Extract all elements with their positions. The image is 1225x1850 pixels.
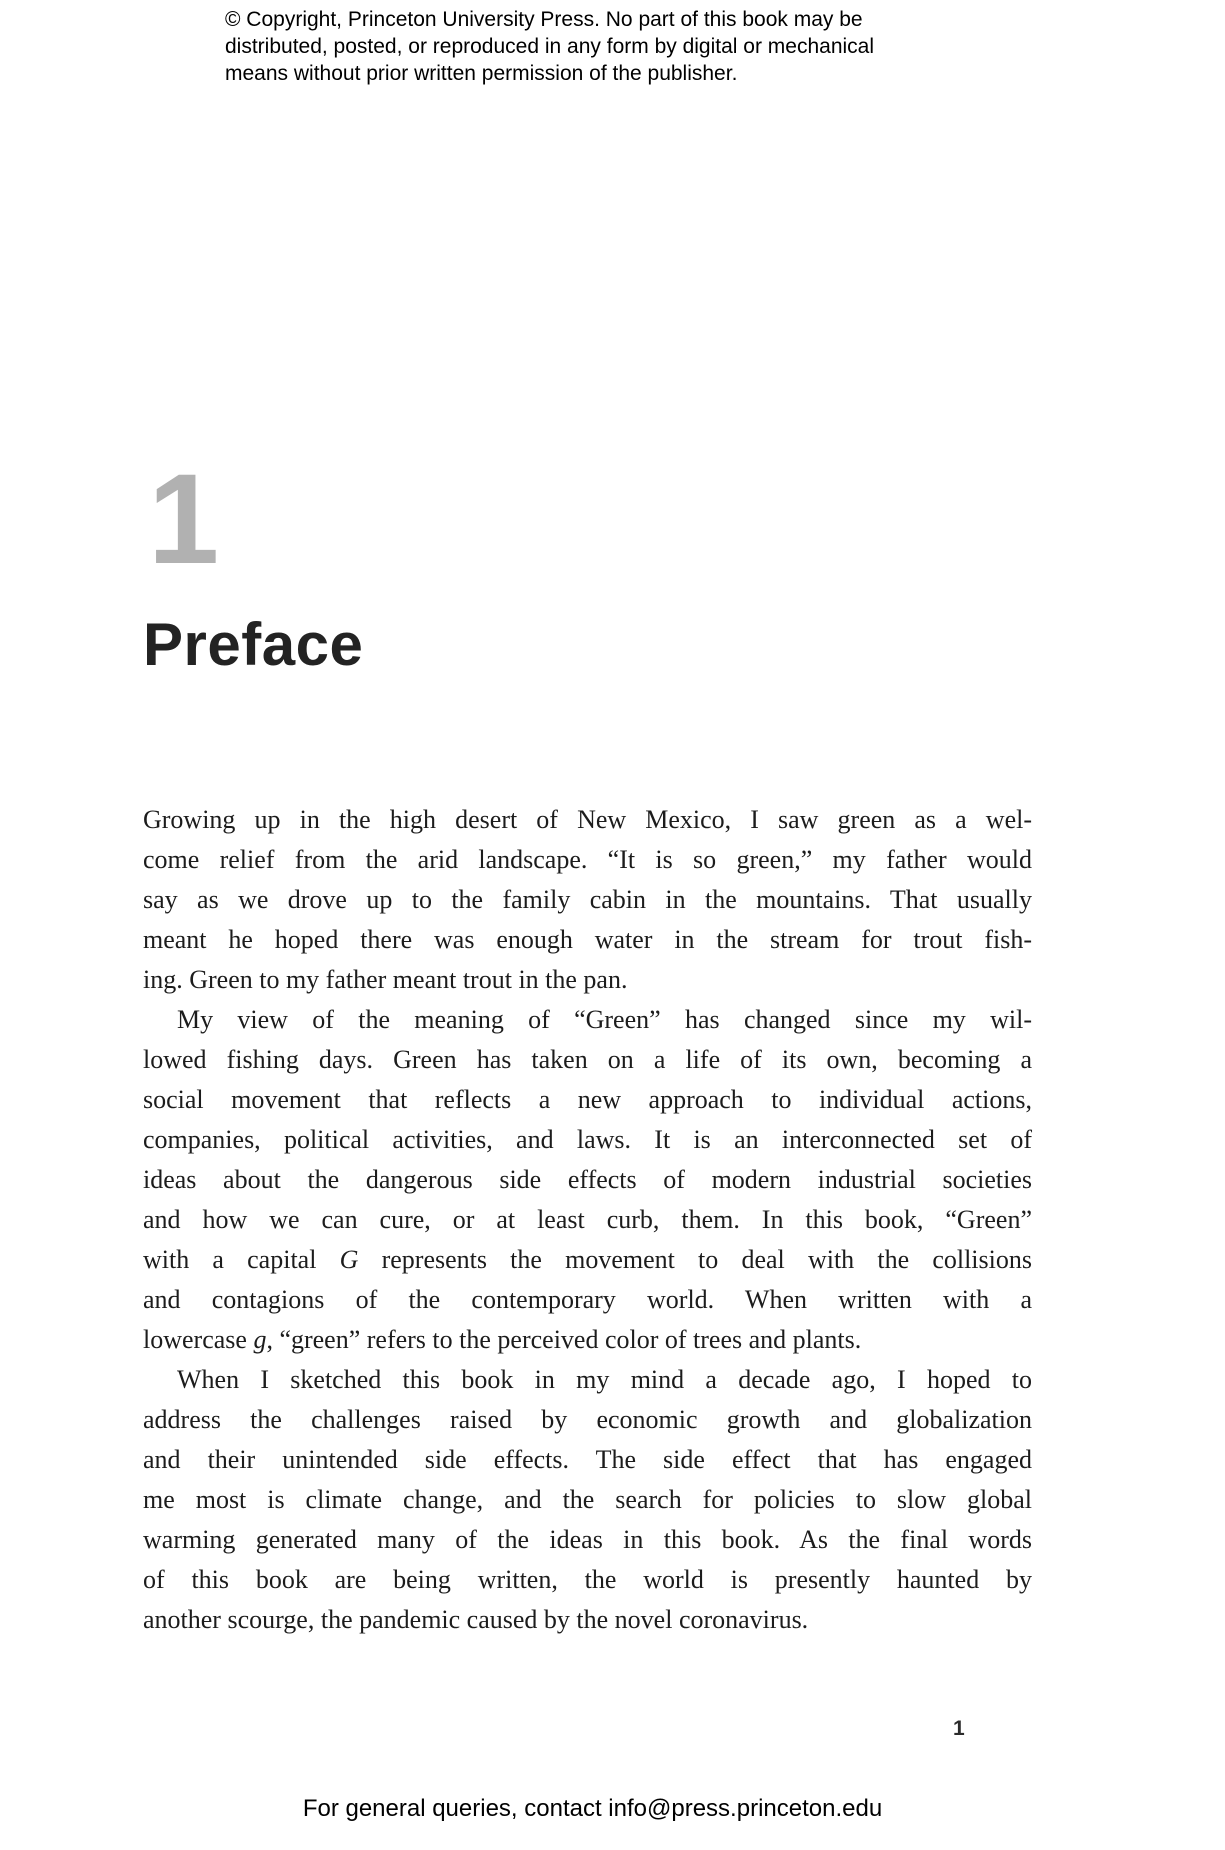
body-text-line: come relief from the arid landscape. “It is so green,” my father would	[143, 845, 1032, 874]
page-number: 1	[953, 1717, 965, 1740]
body-text-line: ing. Green to my father meant trout in the pan.	[143, 965, 628, 994]
body-text-line: lowed fishing days. Green has taken on a life of its own, becoming a	[143, 1045, 1032, 1074]
body-text-line: ideas about the dangerous side effects of modern industrial societies	[143, 1165, 1032, 1194]
paragraph	[143, 800, 1032, 1000]
paragraph	[143, 1000, 1032, 1360]
body-text-line: of this book are being written, the world is presently haunted by	[143, 1565, 1032, 1594]
body-text-line: When I sketched this book in my mind a decade ago, I hoped to	[177, 1365, 1032, 1394]
body-text-line: with a capital G represents the movement to deal with the collisions	[143, 1245, 1032, 1274]
chapter-title: Preface	[143, 611, 364, 678]
paragraph	[143, 1360, 1032, 1640]
body-text-line: say as we drove up to the family cabin in the mountains. That usually	[143, 885, 1032, 914]
body-text	[143, 800, 1032, 1640]
copyright-line: means without prior written permission of the publisher.	[225, 62, 738, 85]
body-text-line: and contagions of the contemporary world. When written with a	[143, 1285, 1032, 1314]
body-text-line: warming generated many of the ideas in this book. As the final words	[143, 1525, 1032, 1554]
body-text-line: lowercase g, “green” refers to the perceived color of trees and plants.	[143, 1325, 862, 1354]
body-text-line: social movement that reflects a new approach to individual actions,	[143, 1085, 1032, 1114]
chapter-number: 1	[148, 448, 220, 591]
body-text-line: another scourge, the pandemic caused by the novel coronavirus.	[143, 1605, 809, 1634]
body-text-line: me most is climate change, and the search for policies to slow global	[143, 1485, 1032, 1514]
copyright-line: distributed, posted, or reproduced in any form by digital or mechanical	[225, 35, 875, 58]
body-text-line: and how we can cure, or at least curb, them. In this book, “Green”	[143, 1205, 1032, 1234]
footer-queries-text: For general queries, contact info@press.princeton.edu	[302, 1795, 883, 1822]
body-text-line: meant he hoped there was enough water in the stream for trout fish-	[143, 925, 1032, 954]
body-text-line: Growing up in the high desert of New Mexico, I saw green as a wel-	[143, 805, 1032, 834]
body-text-line: address the challenges raised by economic growth and globalization	[143, 1405, 1032, 1434]
copyright-line: © Copyright, Princeton University Press. No part of this book may be	[225, 8, 863, 31]
body-text-line: companies, political activities, and laws. It is an interconnected set of	[143, 1125, 1032, 1154]
body-text-line: My view of the meaning of “Green” has changed since my wil-	[177, 1005, 1032, 1034]
copyright-notice	[225, 6, 874, 87]
body-text-line: and their unintended side effects. The side effect that has engaged	[143, 1445, 1032, 1474]
